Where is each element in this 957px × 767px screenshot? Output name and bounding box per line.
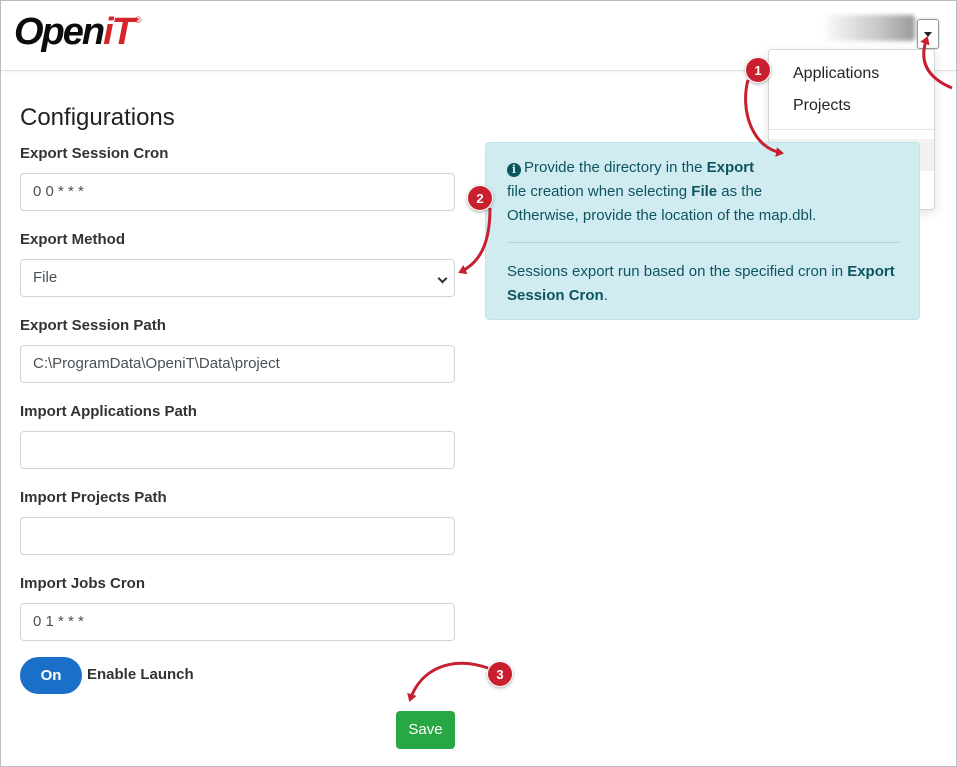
menu-item-projects[interactable]: Projects <box>793 97 851 114</box>
export-method-label: Export Method <box>20 231 125 248</box>
import-jobs-cron-label: Import Jobs Cron <box>20 575 146 592</box>
logo-it-text: iT <box>103 11 133 53</box>
save-button[interactable]: Save <box>396 711 455 749</box>
logo-open-text: Open <box>14 11 104 53</box>
info-p1-text: Provide the directory in the <box>524 159 707 176</box>
info-p1-bold: Export <box>706 159 755 176</box>
info-circle-icon: i <box>507 163 521 177</box>
info-p2-post: . <box>603 287 608 304</box>
info-p1-line2: file creation when selecting <box>507 183 692 200</box>
export-session-path-input[interactable]: C:\ProgramData\OpeniT\Data\project <box>20 345 455 383</box>
chevron-down-icon <box>438 274 448 284</box>
menu-divider <box>769 129 934 130</box>
import-projects-path-label: Import Projects Path <box>20 489 167 506</box>
blurred-username[interactable] <box>825 15 915 41</box>
import-jobs-cron-input[interactable]: 0 1 * * * <box>20 603 455 641</box>
openit-logo[interactable] <box>14 8 142 56</box>
page-title: Configurations <box>20 104 175 131</box>
user-menu-toggle[interactable] <box>917 19 939 49</box>
info-p1-bold-file: File <box>691 183 718 200</box>
info-p1-line2-post: as the <box>717 183 763 200</box>
info-alert <box>485 142 920 320</box>
export-session-path-label: Export Session Path <box>20 317 166 334</box>
info-paragraph-2 <box>507 260 900 308</box>
caret-down-icon <box>924 32 932 37</box>
info-p2-bold: Export Session Cron <box>507 263 895 304</box>
import-projects-path-input[interactable] <box>20 517 455 555</box>
import-applications-path-label: Import Applications Path <box>20 403 197 420</box>
export-method-value: File <box>33 269 58 286</box>
info-p2-text: Sessions export run based on the specified cron in <box>507 263 848 280</box>
enable-launch-label: Enable Launch <box>87 666 194 683</box>
step-badge-2: 2 <box>467 185 493 211</box>
info-divider <box>507 242 900 243</box>
logo-registered-mark: ® <box>134 15 142 25</box>
import-applications-path-input[interactable] <box>20 431 455 469</box>
export-session-cron-input[interactable]: 0 0 * * * <box>20 173 455 211</box>
info-paragraph-1 <box>507 156 907 228</box>
step-badge-1: 1 <box>745 57 771 83</box>
export-session-cron-label: Export Session Cron <box>20 145 169 162</box>
step-badge-3: 3 <box>487 661 513 687</box>
menu-item-applications[interactable]: Applications <box>793 65 880 82</box>
export-method-select[interactable] <box>20 259 455 297</box>
info-p1-line3: Otherwise, provide the location of the map.dbl. <box>507 207 817 224</box>
enable-launch-toggle[interactable]: On <box>20 657 82 694</box>
